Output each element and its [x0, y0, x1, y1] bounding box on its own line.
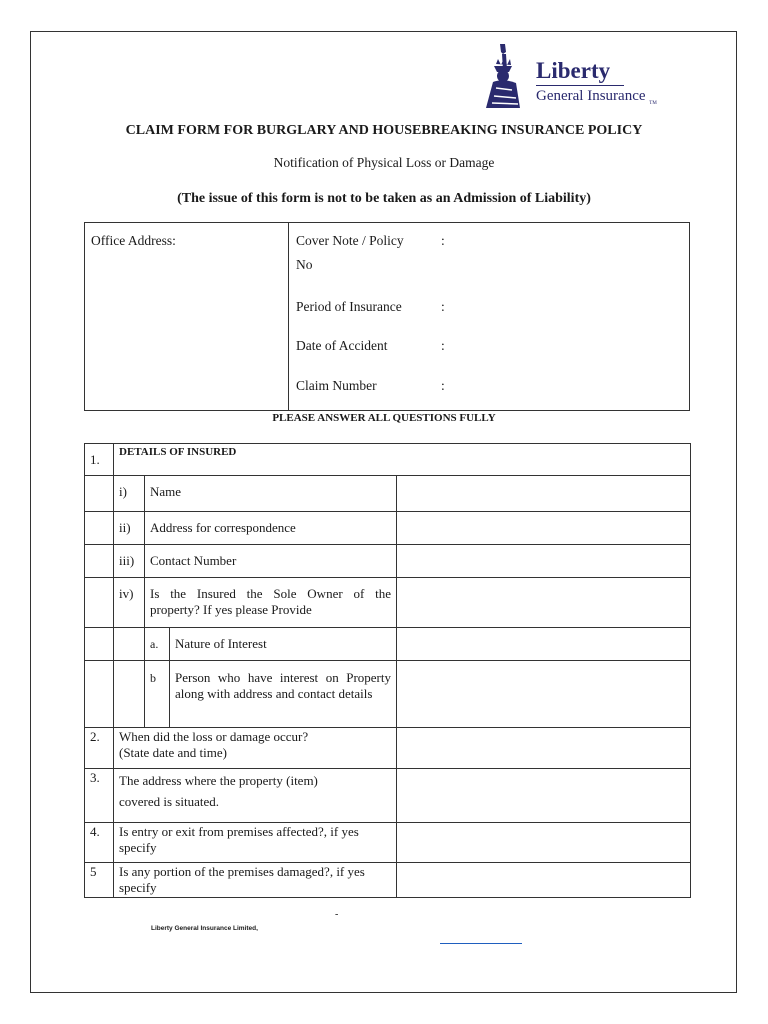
form-title: CLAIM FORM FOR BURGLARY AND HOUSEBREAKING INSURANCE POLICY	[125, 123, 643, 138]
q2-answer-field[interactable]	[397, 728, 691, 769]
nature-of-interest-answer-field[interactable]	[397, 628, 691, 661]
q1-number: 1.	[85, 444, 114, 476]
sub-item-number: b	[145, 661, 170, 728]
logo-subtitle	[536, 88, 657, 106]
instruction-text: PLEASE ANSWER ALL QUESTIONS FULLY	[272, 412, 496, 424]
policy-info-box	[84, 222, 690, 411]
interested-persons-answer-field[interactable]	[397, 661, 691, 728]
logo-trademark: TM	[649, 101, 657, 106]
q2-line2: (State date and time)	[119, 745, 227, 760]
table-row	[85, 823, 691, 863]
claim-number-colon: :	[441, 378, 445, 393]
interested-persons-label: Person who have interest on Property along with address and contact details	[170, 661, 397, 728]
cover-note-colon: :	[441, 233, 445, 248]
q1-section-title: DETAILS OF INSURED	[114, 444, 691, 476]
table-row	[85, 661, 691, 728]
logo-rule	[536, 85, 624, 86]
q3-answer-field[interactable]	[397, 769, 691, 823]
empty-cell	[85, 661, 114, 728]
table-row	[85, 444, 691, 476]
item-number: i)	[114, 476, 145, 512]
table-row	[85, 512, 691, 545]
sub-item-number: a.	[145, 628, 170, 661]
empty-cell	[114, 628, 145, 661]
q3-label	[114, 769, 397, 823]
accident-date-label: Date of Accident	[296, 338, 388, 353]
statue-of-liberty-icon	[476, 42, 532, 110]
period-colon: :	[441, 299, 445, 314]
q5-label: Is any portion of the premises damaged?, if yes specify	[114, 863, 397, 898]
table-row	[85, 476, 691, 512]
box-divider	[288, 223, 289, 410]
form-subtitle: Notification of Physical Loss or Damage	[273, 155, 495, 170]
empty-cell	[85, 578, 114, 628]
q4-number: 4.	[85, 823, 114, 863]
logo-sub-text: General Insurance	[536, 88, 646, 104]
table-row	[85, 863, 691, 898]
table-row	[85, 769, 691, 823]
name-label: Name	[145, 476, 397, 512]
contact-number-answer-field[interactable]	[397, 545, 691, 578]
questions-table	[84, 443, 691, 898]
q2-line1: When did the loss or damage occur?	[119, 729, 309, 744]
empty-cell	[85, 512, 114, 545]
q3-line1: The address where the property (item)	[119, 773, 318, 788]
empty-cell	[114, 661, 145, 728]
q2-label	[114, 728, 397, 769]
address-label: Address for correspondence	[145, 512, 397, 545]
sole-owner-answer-field[interactable]	[397, 578, 691, 628]
footer-link-underline[interactable]	[440, 943, 522, 944]
table-row	[85, 728, 691, 769]
cover-note-label-line2: No	[296, 257, 313, 272]
company-logo	[476, 42, 686, 110]
liability-disclaimer: (The issue of this form is not to be taken as an Admission of Liability)	[177, 191, 591, 206]
q5-number: 5	[85, 863, 114, 898]
item-number: iv)	[114, 578, 145, 628]
period-label: Period of Insurance	[296, 299, 402, 314]
item-number: iii)	[114, 545, 145, 578]
empty-cell	[85, 476, 114, 512]
claim-number-label: Claim Number	[296, 378, 377, 393]
empty-cell	[85, 628, 114, 661]
footer-company: Liberty General Insurance Limited,	[151, 925, 258, 932]
cover-note-label	[296, 229, 404, 277]
q5-answer-field[interactable]	[397, 863, 691, 898]
logo-name: Liberty	[536, 58, 611, 83]
table-row	[85, 628, 691, 661]
footer-dash: -	[335, 909, 339, 920]
nature-of-interest-label: Nature of Interest	[170, 628, 397, 661]
item-number: ii)	[114, 512, 145, 545]
q4-answer-field[interactable]	[397, 823, 691, 863]
q4-label: Is entry or exit from premises affected?, if yes specify	[114, 823, 397, 863]
q3-line2: covered is situated.	[119, 794, 219, 809]
office-address-label: Office Address:	[91, 233, 176, 248]
empty-cell	[85, 545, 114, 578]
name-answer-field[interactable]	[397, 476, 691, 512]
q2-number: 2.	[85, 728, 114, 769]
q3-number: 3.	[85, 769, 114, 823]
accident-date-colon: :	[441, 338, 445, 353]
sole-owner-label: Is the Insured the Sole Owner of the property? If yes please Provide	[145, 578, 397, 628]
contact-number-label: Contact Number	[145, 545, 397, 578]
table-row	[85, 545, 691, 578]
cover-note-label-line1: Cover Note / Policy	[296, 233, 404, 248]
address-answer-field[interactable]	[397, 512, 691, 545]
table-row	[85, 578, 691, 628]
